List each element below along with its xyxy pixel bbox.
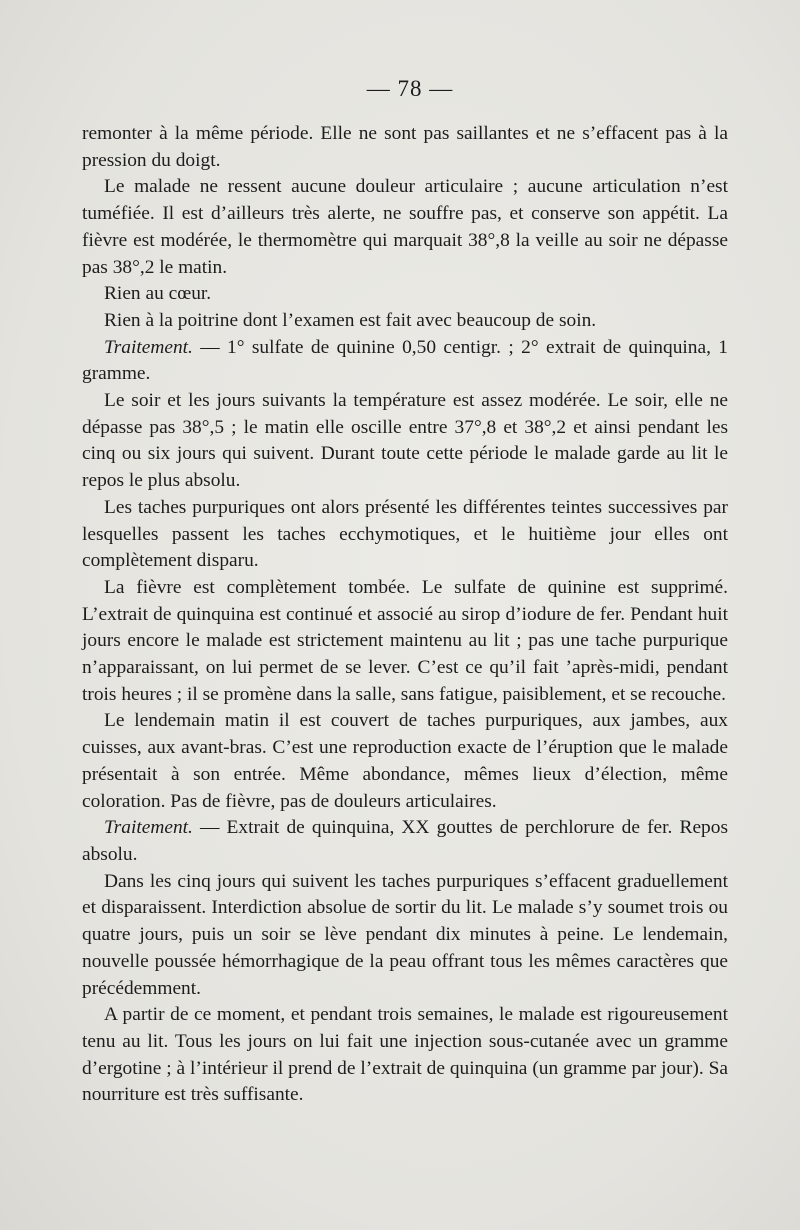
paragraph: Le soir et les jours suivants la température est assez modérée. Le soir, elle ne dépasse pas 38°,5 ; le matin elle oscille entre 37°,8 et 38°,2 et ainsi pendant les cinq ou six jours qui suivent. Durant toute cette période le malade garde au lit le repos le plus absolu. [82,390,728,492]
paragraph: Dans les cinq jours qui suivent les taches purpuriques s’effacent graduellement et disparaissent. Interdiction absolue de sortir du lit. Le malade s’y soumet trois ou quatre jours, puis un soir se lève pendant dix minutes à peine. Le lendemain, nouvelle poussée hémorrhagique de la peau offrant tous les mêmes caractères que précédemment. [82,870,728,999]
page-number: — 78 — [366,76,454,101]
paragraph: Rien à la poitrine dont l’examen est fait avec beaucoup de soin. [104,309,597,331]
paragraph: Le lendemain matin il est couvert de taches purpuriques, aux jambes, aux cuisses, aux avant-bras. C’est une reproduction exacte de l’éruption que le malade présentait à son entrée. Même abondance, mêmes lieux d’élection, même coloration. Pas de fièvre, pas de douleurs articulaires. [82,710,728,812]
treatment-heading: Traitement. [104,336,193,358]
paragraph: Le malade ne ressent aucune douleur articulaire ; aucune articulation n’est tuméfiée. Il est d’ailleurs très alerte, ne souffre pas, et conserve son appétit. La fièvre est modérée, le thermomètre qui marquait 38°,8 la veille au soir ne dépasse pas 38°,2 le matin. [82,176,728,278]
paragraph-continued: remonter à la même période. Elle ne sont pas saillantes et ne s’effacent pas à la pression du doigt. [82,123,728,171]
paragraph: La fièvre est complètement tombée. Le sulfate de quinine est supprimé. L’extrait de quinquina est continué et associé au sirop d’iodure de fer. Pendant huit jours encore le malade est strictement maintenu au lit ; pas une tache purpurique n’apparaissant, on lui permet de se lever. C’est ce qu’il fait ’après-midi, pendant trois heures ; il se promène dans la salle, sans fatigue, paisiblement, et se recouche. [82,576,728,705]
paragraph-treatment [82,815,728,868]
treatment-text: — 1° sulfate de quinine 0,50 centigr. ; 2° extrait de quinquina, 1 gramme. [82,336,728,385]
paragraph-treatment [82,335,728,388]
paragraph: Rien au cœur. [104,283,212,305]
paragraph: A partir de ce moment, et pendant trois semaines, le malade est rigoureusement tenu au lit. Tous les jours on lui fait une injection sous-cutanée avec un gramme d’ergotine ; à l’intérieur il prend de l’extrait de quinquina (un gramme par jour). Sa nourriture est très suffisante. [82,1004,728,1106]
body-text [82,121,728,1109]
treatment-text: — Extrait de quinquina, XX gouttes de perchlorure de fer. Repos absolu. [82,817,728,865]
paragraph: Les taches purpuriques ont alors présenté les différentes teintes successives par lesquelles passent les taches ecchymotiques, et le huitième jour elles ont complètement disparu. [82,496,728,572]
treatment-heading: Traitement. [104,817,193,839]
